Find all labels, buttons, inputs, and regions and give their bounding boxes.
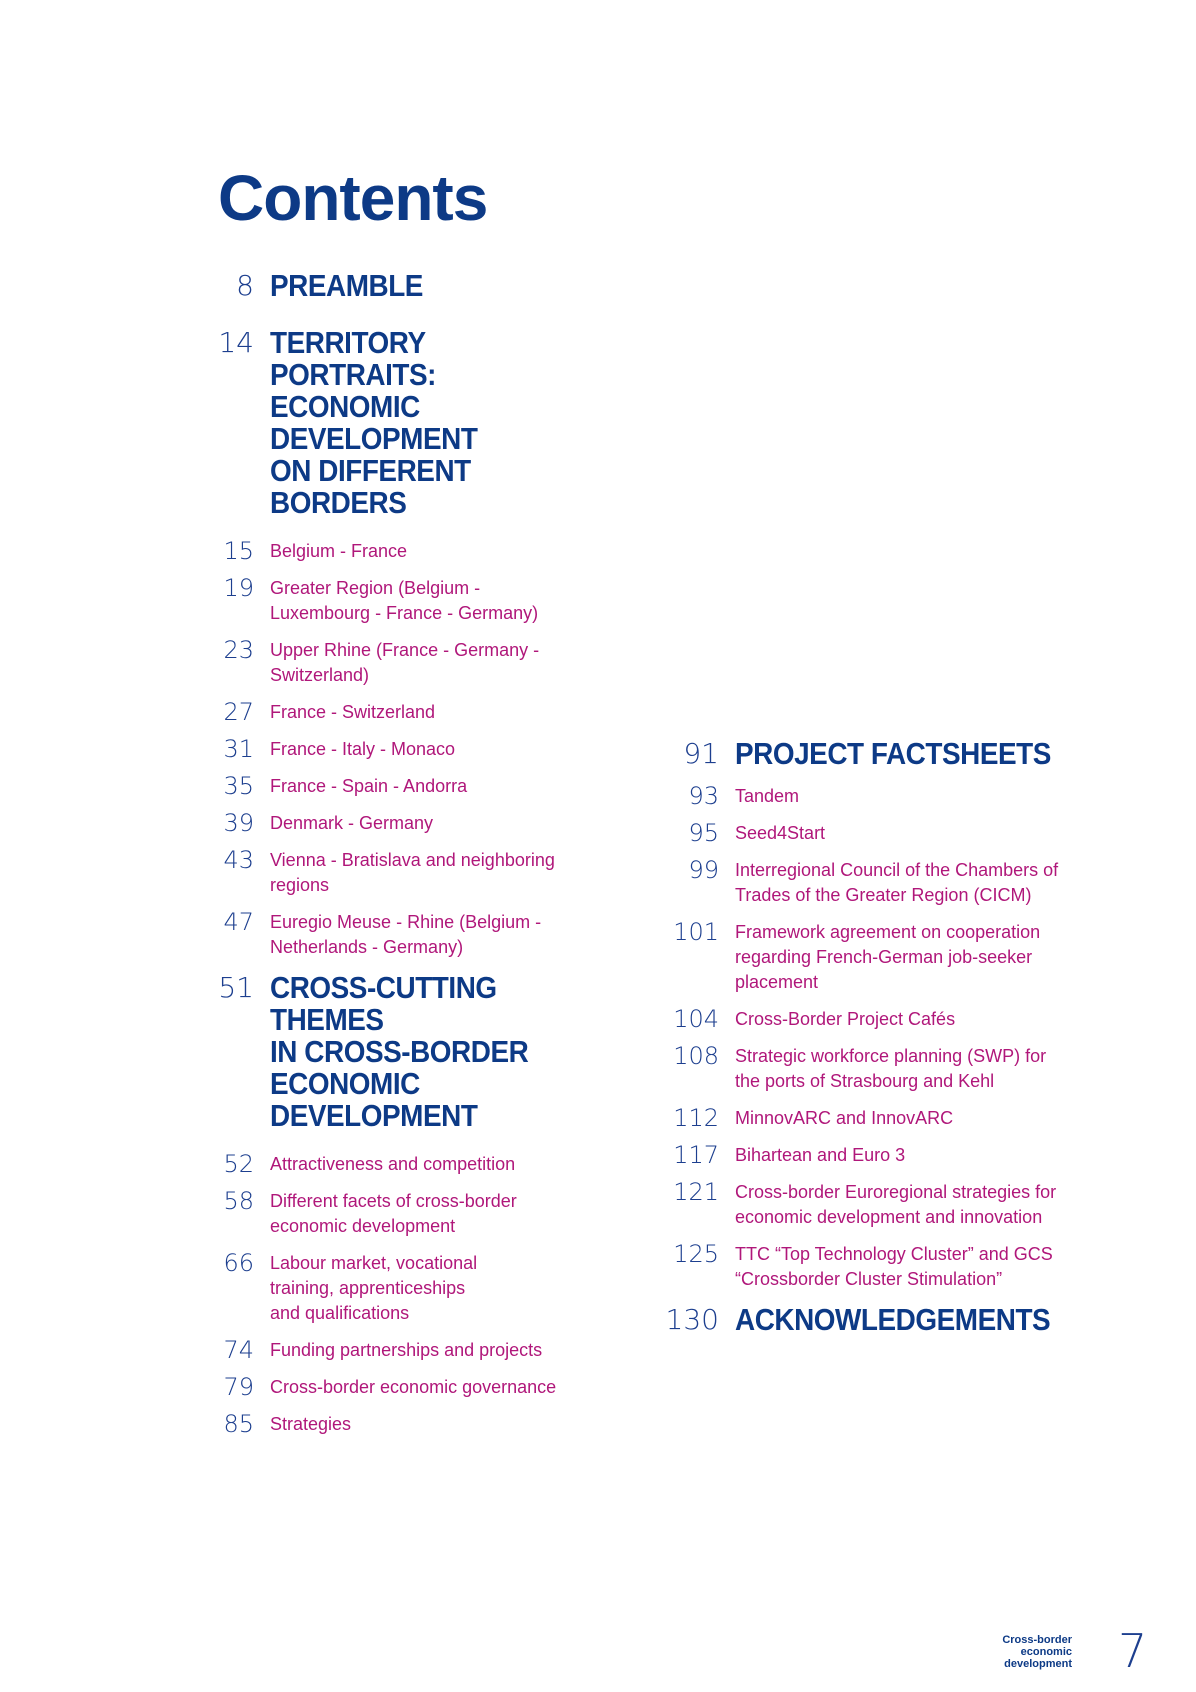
toc-entry[interactable]: [665, 858, 1105, 908]
toc-entry-title: Upper Rhine (France - Germany - Switzerland): [270, 640, 540, 685]
toc-entry-title: France - Spain - Andorra: [270, 776, 468, 796]
page-title: Contents: [218, 162, 488, 234]
toc-entry[interactable]: [200, 1375, 620, 1400]
toc-entry-title: Belgium - France: [270, 541, 408, 561]
toc-entry-title: Denmark - Germany: [270, 813, 434, 833]
toc-entry[interactable]: [200, 811, 620, 836]
toc-page-number: 14: [218, 326, 254, 359]
toc-entry[interactable]: [200, 638, 620, 688]
toc-page-number: 74: [223, 1336, 254, 1364]
toc-entry-title: Cross-border Euroregional strategies for economic development and innovation: [735, 1182, 1057, 1227]
toc-entry[interactable]: [200, 1189, 620, 1239]
toc-entry[interactable]: [665, 1007, 1105, 1032]
toc-entry-title: France - Switzerland: [270, 702, 436, 722]
toc-right-column: [665, 736, 1105, 1350]
toc-left-column: [200, 270, 620, 1449]
toc-entry-title: Euregio Meuse - Rhine (Belgium - Netherlands - Germany): [270, 912, 542, 957]
toc-entry-title: Seed4Start: [735, 823, 826, 843]
toc-entry[interactable]: [200, 1338, 620, 1363]
toc-entry-title: Attractiveness and competition: [270, 1154, 516, 1174]
toc-entry-title: Interregional Council of the Chambers of Trades of the Greater Region (CICM): [735, 860, 1059, 905]
toc-page-number: 8: [236, 269, 254, 302]
toc-entry[interactable]: [200, 737, 620, 762]
toc-entry[interactable]: [200, 910, 620, 960]
toc-page-number: 125: [673, 1240, 719, 1268]
toc-entry-title: Strategies: [270, 1414, 352, 1434]
toc-entry-title: TTC “Top Technology Cluster” and GCS “Crossborder Cluster Stimulation”: [735, 1244, 1053, 1289]
toc-entry[interactable]: [200, 539, 620, 564]
toc-page-number: 91: [683, 737, 719, 770]
toc-entry-title: Strategic workforce planning (SWP) for the ports of Strasbourg and Kehl: [735, 1046, 1047, 1091]
toc-page-number: 108: [673, 1042, 719, 1070]
toc-page-number: 104: [673, 1005, 719, 1033]
toc-page-number: 23: [223, 636, 254, 664]
toc-page-number: 112: [673, 1104, 719, 1132]
toc-entry[interactable]: [200, 1412, 620, 1437]
toc-page-number: 130: [665, 1303, 719, 1336]
toc-section-entry[interactable]: [200, 972, 620, 1132]
toc-section-entry[interactable]: [200, 327, 620, 519]
toc-entry[interactable]: [200, 576, 620, 626]
toc-entry[interactable]: [200, 774, 620, 799]
toc-page-number: 95: [688, 819, 719, 847]
toc-page-number: 66: [223, 1249, 254, 1277]
toc-page-number: 19: [223, 574, 254, 602]
toc-entry-title: Funding partnerships and projects: [270, 1340, 543, 1360]
toc-entry-title: Bihartean and Euro 3: [735, 1145, 906, 1165]
toc-entry-title: France - Italy - Monaco: [270, 739, 456, 759]
toc-page-number: 39: [223, 809, 254, 837]
toc-entry-title: MinnovARC and InnovARC: [735, 1108, 954, 1128]
page-number: 7: [1118, 1624, 1148, 1678]
toc-page-number: 99: [688, 856, 719, 884]
toc-section-entry[interactable]: [665, 1304, 1105, 1336]
toc-entry-title: Labour market, vocational training, apprenticeships and qualifications: [270, 1253, 478, 1323]
toc-entry-title: Tandem: [735, 786, 800, 806]
toc-entry-title: Framework agreement on cooperation regarding French-German job-seeker placement: [735, 922, 1041, 992]
toc-entry[interactable]: [200, 1251, 620, 1326]
toc-entry[interactable]: [665, 1044, 1105, 1094]
toc-entry-title: Greater Region (Belgium - Luxembourg - France - Germany): [270, 578, 539, 623]
toc-entry[interactable]: [200, 848, 620, 898]
toc-section-entry[interactable]: [665, 738, 1105, 770]
toc-section-title: TERRITORY PORTRAITS: ECONOMIC DEVELOPMENT ON DIFFERENT BORDERS: [270, 325, 478, 520]
toc-entry[interactable]: [665, 821, 1105, 846]
toc-page-number: 52: [223, 1150, 254, 1178]
toc-entry[interactable]: [665, 1242, 1105, 1292]
toc-section-title: PREAMBLE: [270, 268, 423, 303]
toc-entry[interactable]: [200, 700, 620, 725]
footer-publication-label: Cross-border economic development: [1002, 1634, 1072, 1670]
toc-page-number: 101: [673, 918, 719, 946]
toc-section-title: ACKNOWLEDGEMENTS: [735, 1302, 1051, 1337]
toc-entry[interactable]: [665, 1180, 1105, 1230]
toc-page-number: 43: [223, 846, 254, 874]
toc-entry-title: Cross-Border Project Cafés: [735, 1009, 956, 1029]
toc-entry-title: Cross-border economic governance: [270, 1377, 557, 1397]
toc-page-number: 85: [223, 1410, 254, 1438]
toc-page-number: 47: [223, 908, 254, 936]
toc-page-number: 117: [673, 1141, 719, 1169]
toc-page-number: 58: [223, 1187, 254, 1215]
toc-entry[interactable]: [200, 1152, 620, 1177]
toc-page-number: 27: [223, 698, 254, 726]
toc-entry[interactable]: [665, 1106, 1105, 1131]
toc-section-entry[interactable]: [200, 270, 620, 302]
toc-page-number: 35: [223, 772, 254, 800]
toc-entry[interactable]: [665, 784, 1105, 809]
toc-section-title: PROJECT FACTSHEETS: [735, 736, 1051, 771]
toc-page-number: 93: [688, 782, 719, 810]
toc-page-number: 15: [223, 537, 254, 565]
toc-section-title: CROSS-CUTTING THEMES IN CROSS-BORDER ECONOMIC DEVELOPMENT: [270, 970, 529, 1133]
toc-entry[interactable]: [665, 920, 1105, 995]
toc-page-number: 51: [218, 971, 254, 1004]
toc-entry-title: Different facets of cross-border economic development: [270, 1191, 517, 1236]
toc-entry[interactable]: [665, 1143, 1105, 1168]
toc-page-number: 31: [223, 735, 254, 763]
toc-page-number: 121: [673, 1178, 719, 1206]
toc-page-number: 79: [223, 1373, 254, 1401]
toc-entry-title: Vienna - Bratislava and neighboring regions: [270, 850, 555, 895]
